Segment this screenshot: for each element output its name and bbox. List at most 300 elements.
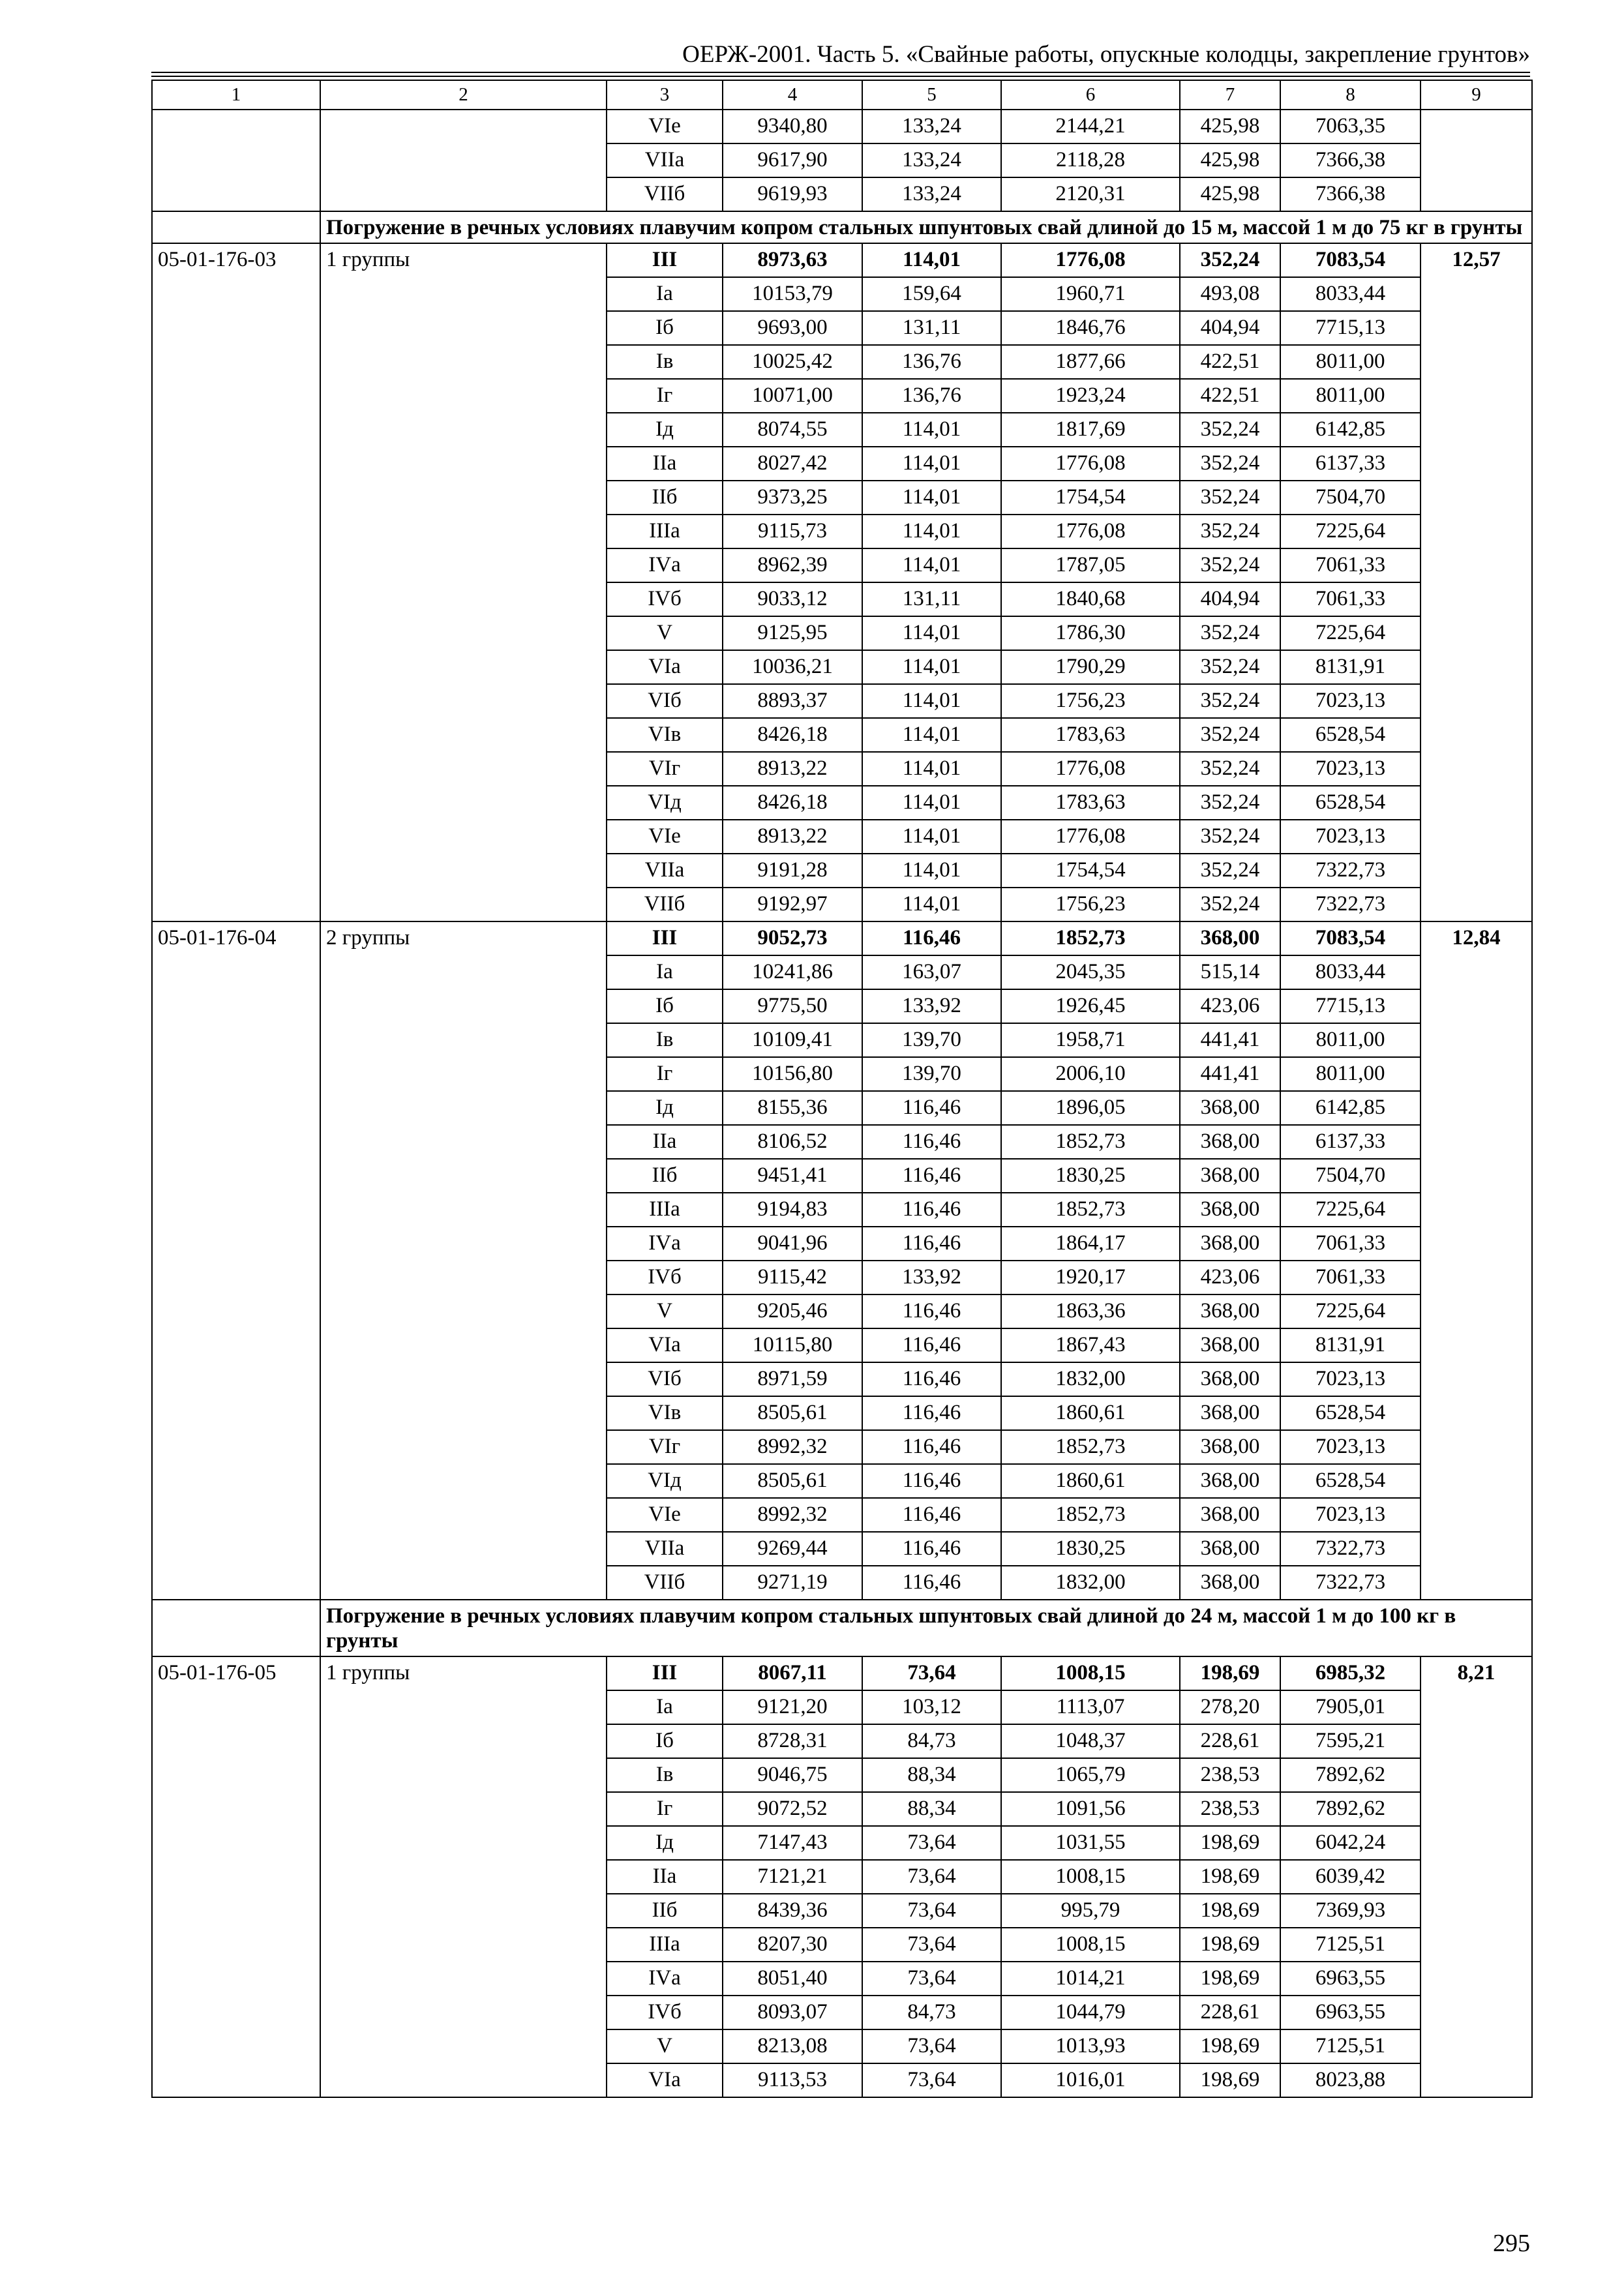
value-cell: VIб [607,684,723,718]
value-cell: 198,69 [1180,1962,1280,1996]
value-cell: 352,24 [1180,820,1280,854]
value-cell: 73,64 [862,1962,1001,1996]
value-cell: 8973,63 [723,243,862,277]
value-cell: 1863,36 [1001,1294,1180,1328]
value-cell: 1830,25 [1001,1159,1180,1193]
value-cell: IIа [607,1125,723,1159]
value-cell: VIIб [607,888,723,921]
value-cell: 1832,00 [1001,1362,1180,1396]
value-cell: IIIа [607,1193,723,1227]
value-cell: 6528,54 [1280,1396,1421,1430]
value-cell: Iд [607,1826,723,1860]
value-cell: 7322,73 [1280,888,1421,921]
column-number: 2 [320,80,607,110]
value-cell: 133,24 [862,177,1001,211]
item-description: 2 группы [320,921,607,1600]
value-cell: 6042,24 [1280,1826,1421,1860]
value-cell: 73,64 [862,2029,1001,2063]
value-cell: 133,92 [862,989,1001,1023]
value-cell: 1830,25 [1001,1532,1180,1566]
value-cell: 1860,61 [1001,1464,1180,1498]
value-cell: 6137,33 [1280,447,1421,481]
value-cell: 131,11 [862,582,1001,616]
value-cell: 133,92 [862,1261,1001,1294]
value-cell: 6039,42 [1280,1860,1421,1894]
value-cell: 114,01 [862,752,1001,786]
value-cell: 9115,42 [723,1261,862,1294]
value-cell: 2120,31 [1001,177,1180,211]
value-cell: 368,00 [1180,1294,1280,1328]
value-cell: VIд [607,1464,723,1498]
value-cell: 7369,93 [1280,1894,1421,1928]
value-cell: 116,46 [862,1566,1001,1600]
value-cell: 404,94 [1180,582,1280,616]
value-cell: 1776,08 [1001,820,1180,854]
description-cell [320,110,607,211]
value-cell: 7504,70 [1280,1159,1421,1193]
value-cell: 163,07 [862,955,1001,989]
value-cell: 6142,85 [1280,413,1421,447]
value-cell: 114,01 [862,481,1001,515]
value-cell: 8913,22 [723,752,862,786]
value-cell: 9041,96 [723,1227,862,1261]
value-cell: 10071,00 [723,379,862,413]
value-cell: 352,24 [1180,786,1280,820]
value-cell: 6963,55 [1280,1962,1421,1996]
value-cell: V [607,616,723,650]
column-number: 3 [607,80,723,110]
value-cell: 139,70 [862,1023,1001,1057]
total-cell [1421,110,1532,211]
value-cell: 1091,56 [1001,1792,1180,1826]
value-cell: 404,94 [1180,311,1280,345]
value-cell: 352,24 [1180,413,1280,447]
value-cell: 7023,13 [1280,1430,1421,1464]
value-cell: 9340,80 [723,110,862,143]
value-cell: 1817,69 [1001,413,1180,447]
value-cell: 7892,62 [1280,1758,1421,1792]
value-cell: 1864,17 [1001,1227,1180,1261]
value-cell: 228,61 [1180,1996,1280,2029]
value-cell: Iд [607,1091,723,1125]
value-cell: 368,00 [1180,1193,1280,1227]
value-cell: 7322,73 [1280,854,1421,888]
column-number: 7 [1180,80,1280,110]
value-cell: Iа [607,955,723,989]
page-number: 295 [1493,2230,1530,2257]
value-cell: 7225,64 [1280,515,1421,548]
value-cell: 159,64 [862,277,1001,311]
value-cell: 114,01 [862,888,1001,921]
value-cell: VIIб [607,1566,723,1600]
value-cell: 238,53 [1180,1792,1280,1826]
value-cell: 7061,33 [1280,1227,1421,1261]
value-cell: 9046,75 [723,1758,862,1792]
value-cell: 7715,13 [1280,989,1421,1023]
value-cell: 7063,35 [1280,110,1421,143]
value-cell: 8011,00 [1280,1057,1421,1091]
value-cell: 103,12 [862,1690,1001,1724]
value-cell: 1790,29 [1001,650,1180,684]
value-cell: 1776,08 [1001,752,1180,786]
value-cell: 198,69 [1180,1928,1280,1962]
value-cell: 8992,32 [723,1430,862,1464]
value-cell: 9775,50 [723,989,862,1023]
value-cell: 8155,36 [723,1091,862,1125]
value-cell: 8106,52 [723,1125,862,1159]
value-cell: 9115,73 [723,515,862,548]
value-cell: VIб [607,1362,723,1396]
value-cell: 7061,33 [1280,1261,1421,1294]
value-cell: 995,79 [1001,1894,1180,1928]
value-cell: 114,01 [862,684,1001,718]
item-total: 12,57 [1421,243,1532,921]
value-cell: 114,01 [862,243,1001,277]
value-cell: VIа [607,1328,723,1362]
value-cell: 368,00 [1180,1227,1280,1261]
value-cell: 1958,71 [1001,1023,1180,1057]
value-cell: 198,69 [1180,2029,1280,2063]
value-cell: 114,01 [862,650,1001,684]
value-cell: VIIб [607,177,723,211]
value-cell: 8962,39 [723,548,862,582]
value-cell: 116,46 [862,1396,1001,1430]
value-cell: 10109,41 [723,1023,862,1057]
value-cell: 1031,55 [1001,1826,1180,1860]
value-cell: 7225,64 [1280,1193,1421,1227]
value-cell: 133,24 [862,143,1001,177]
value-cell: 7061,33 [1280,582,1421,616]
value-cell: VIв [607,1396,723,1430]
value-cell: 10241,86 [723,955,862,989]
value-cell: 84,73 [862,1996,1001,2029]
value-cell: 515,14 [1180,955,1280,989]
value-cell: 116,46 [862,1498,1001,1532]
value-cell: 114,01 [862,718,1001,752]
value-cell: 9052,73 [723,921,862,955]
value-cell: 9191,28 [723,854,862,888]
value-cell: 8074,55 [723,413,862,447]
value-cell: 1852,73 [1001,1498,1180,1532]
price-table [151,80,1533,2098]
value-cell: 352,24 [1180,515,1280,548]
value-cell: IVб [607,1996,723,2029]
value-cell: 1008,15 [1001,1656,1180,1690]
value-cell: 368,00 [1180,1396,1280,1430]
section-title: Погружение в речных условиях плавучим копром стальных шпунтовых свай длиной до 15 м, массой 1 м до 75 кг в грунты [320,211,1532,243]
value-cell: 116,46 [862,1430,1001,1464]
item-code: 05-01-176-05 [152,1656,320,2097]
value-cell: VIг [607,752,723,786]
value-cell: 368,00 [1180,1328,1280,1362]
value-cell: 493,08 [1180,277,1280,311]
value-cell: 7595,21 [1280,1724,1421,1758]
value-cell: 114,01 [862,515,1001,548]
value-cell: III [607,243,723,277]
value-cell: 1860,61 [1001,1396,1180,1430]
value-cell: 9125,95 [723,616,862,650]
value-cell: 1065,79 [1001,1758,1180,1792]
section-spacer [152,211,320,243]
value-cell: 6137,33 [1280,1125,1421,1159]
value-cell: 198,69 [1180,2063,1280,2097]
value-cell: 6528,54 [1280,786,1421,820]
item-code: 05-01-176-03 [152,243,320,921]
value-cell: 6963,55 [1280,1996,1421,2029]
value-cell: Iб [607,311,723,345]
column-number: 1 [152,80,320,110]
value-cell: IIб [607,1159,723,1193]
value-cell: 73,64 [862,1894,1001,1928]
value-cell: 1877,66 [1001,345,1180,379]
value-cell: IIб [607,481,723,515]
value-cell: 1840,68 [1001,582,1180,616]
value-cell: 114,01 [862,820,1001,854]
value-cell: 352,24 [1180,888,1280,921]
value-cell: 8131,91 [1280,1328,1421,1362]
table-row [152,243,1532,277]
value-cell: IVб [607,582,723,616]
value-cell: 9619,93 [723,177,862,211]
value-cell: 88,34 [862,1792,1001,1826]
table-row [152,1656,1532,1690]
value-cell: 368,00 [1180,1091,1280,1125]
value-cell: 1786,30 [1001,616,1180,650]
value-cell: 352,24 [1180,616,1280,650]
value-cell: 8505,61 [723,1464,862,1498]
value-cell: 8033,44 [1280,955,1421,989]
value-cell: 352,24 [1180,752,1280,786]
value-cell: 84,73 [862,1724,1001,1758]
value-cell: 131,11 [862,311,1001,345]
value-cell: 116,46 [862,1227,1001,1261]
value-cell: IVа [607,548,723,582]
item-description: 1 группы [320,243,607,921]
value-cell: 139,70 [862,1057,1001,1091]
value-cell: VIIа [607,854,723,888]
value-cell: 114,01 [862,413,1001,447]
value-cell: Iб [607,989,723,1023]
value-cell: 73,64 [862,2063,1001,2097]
value-cell: 8207,30 [723,1928,862,1962]
value-cell: IIIа [607,1928,723,1962]
value-cell: 136,76 [862,345,1001,379]
value-cell: 1896,05 [1001,1091,1180,1125]
value-cell: 425,98 [1180,110,1280,143]
value-cell: 133,24 [862,110,1001,143]
value-cell: IVб [607,1261,723,1294]
value-cell: 88,34 [862,1758,1001,1792]
value-cell: 8426,18 [723,786,862,820]
value-cell: Iб [607,1724,723,1758]
value-cell: V [607,1294,723,1328]
value-cell: 238,53 [1180,1758,1280,1792]
value-cell: Iг [607,1792,723,1826]
value-cell: 116,46 [862,1464,1001,1498]
value-cell: 7225,64 [1280,616,1421,650]
value-cell: 8011,00 [1280,379,1421,413]
value-cell: VIв [607,718,723,752]
value-cell: IIIа [607,515,723,548]
value-cell: 73,64 [862,1928,1001,1962]
value-cell: 114,01 [862,447,1001,481]
section-row [152,211,1532,243]
value-cell: 8439,36 [723,1894,862,1928]
value-cell: 8011,00 [1280,1023,1421,1057]
code-cell [152,110,320,211]
value-cell: 8023,88 [1280,2063,1421,2097]
value-cell: 1756,23 [1001,888,1180,921]
value-cell: 352,24 [1180,718,1280,752]
value-cell: 73,64 [862,1656,1001,1690]
value-cell: 7147,43 [723,1826,862,1860]
value-cell: 7366,38 [1280,177,1421,211]
value-cell: IIб [607,1894,723,1928]
column-number: 6 [1001,80,1180,110]
value-cell: 1852,73 [1001,1430,1180,1464]
value-cell: 9121,20 [723,1690,862,1724]
value-cell: 9033,12 [723,582,862,616]
value-cell: 1008,15 [1001,1928,1180,1962]
value-cell: 2006,10 [1001,1057,1180,1091]
value-cell: VIа [607,2063,723,2097]
column-number-row [152,80,1532,110]
value-cell: 6985,32 [1280,1656,1421,1690]
value-cell: 368,00 [1180,1532,1280,1566]
value-cell: 8051,40 [723,1962,862,1996]
value-cell: VIа [607,650,723,684]
column-number: 5 [862,80,1001,110]
value-cell: 8426,18 [723,718,862,752]
value-cell: 7125,51 [1280,1928,1421,1962]
value-cell: 8131,91 [1280,650,1421,684]
item-total: 8,21 [1421,1656,1532,2097]
value-cell: IIа [607,447,723,481]
header-rule-2 [151,76,1530,77]
value-cell: 7121,21 [723,1860,862,1894]
value-cell: 9451,41 [723,1159,862,1193]
value-cell: 7125,51 [1280,2029,1421,2063]
value-cell: 116,46 [862,1328,1001,1362]
value-cell: 8027,42 [723,447,862,481]
value-cell: 198,69 [1180,1826,1280,1860]
value-cell: 1756,23 [1001,684,1180,718]
item-code: 05-01-176-04 [152,921,320,1600]
value-cell: 1852,73 [1001,1193,1180,1227]
value-cell: 1787,05 [1001,548,1180,582]
value-cell: 8033,44 [1280,277,1421,311]
value-cell: 114,01 [862,616,1001,650]
value-cell: 1113,07 [1001,1690,1180,1724]
value-cell: 7504,70 [1280,481,1421,515]
value-cell: 8913,22 [723,820,862,854]
value-cell: 116,46 [862,1294,1001,1328]
value-cell: 10153,79 [723,277,862,311]
value-cell: 352,24 [1180,650,1280,684]
value-cell: 1016,01 [1001,2063,1180,2097]
value-cell: 1852,73 [1001,921,1180,955]
value-cell: 368,00 [1180,1566,1280,1600]
value-cell: 2118,28 [1001,143,1180,177]
value-cell: Iа [607,1690,723,1724]
value-cell: Iв [607,1758,723,1792]
value-cell: 352,24 [1180,854,1280,888]
value-cell: VIе [607,820,723,854]
value-cell: 9113,53 [723,2063,862,2097]
value-cell: 1044,79 [1001,1996,1180,2029]
value-cell: 1783,63 [1001,718,1180,752]
value-cell: 1960,71 [1001,277,1180,311]
value-cell: 1926,45 [1001,989,1180,1023]
value-cell: 1867,43 [1001,1328,1180,1362]
value-cell: 2144,21 [1001,110,1180,143]
value-cell: 8067,11 [723,1656,862,1690]
value-cell: 8893,37 [723,684,862,718]
value-cell: 7023,13 [1280,820,1421,854]
value-cell: 8728,31 [723,1724,862,1758]
value-cell: Iд [607,413,723,447]
column-number: 4 [723,80,862,110]
value-cell: 368,00 [1180,1430,1280,1464]
value-cell: V [607,2029,723,2063]
value-cell: 7905,01 [1280,1690,1421,1724]
value-cell: VIIа [607,143,723,177]
value-cell: 10036,21 [723,650,862,684]
value-cell: 7023,13 [1280,1362,1421,1396]
value-cell: 352,24 [1180,447,1280,481]
value-cell: 368,00 [1180,1125,1280,1159]
value-cell: 10115,80 [723,1328,862,1362]
value-cell: 116,46 [862,1091,1001,1125]
value-cell: Iг [607,1057,723,1091]
value-cell: IVа [607,1227,723,1261]
value-cell: 1013,93 [1001,2029,1180,2063]
value-cell: 7023,13 [1280,684,1421,718]
table-row [152,110,1532,143]
value-cell: 9617,90 [723,143,862,177]
value-cell: IVа [607,1962,723,1996]
value-cell: 1008,15 [1001,1860,1180,1894]
value-cell: 9205,46 [723,1294,862,1328]
value-cell: 368,00 [1180,1498,1280,1532]
value-cell: 9269,44 [723,1532,862,1566]
value-cell: 7083,54 [1280,921,1421,955]
value-cell: 116,46 [862,1125,1001,1159]
value-cell: 1014,21 [1001,1962,1180,1996]
value-cell: 114,01 [862,786,1001,820]
value-cell: 73,64 [862,1826,1001,1860]
value-cell: 7061,33 [1280,548,1421,582]
value-cell: 422,51 [1180,345,1280,379]
value-cell: 1846,76 [1001,311,1180,345]
item-total: 12,84 [1421,921,1532,1600]
value-cell: 116,46 [862,1362,1001,1396]
value-cell: 9072,52 [723,1792,862,1826]
value-cell: III [607,1656,723,1690]
section-spacer [152,1600,320,1656]
value-cell: III [607,921,723,955]
value-cell: 7023,13 [1280,752,1421,786]
value-cell: 441,41 [1180,1057,1280,1091]
value-cell: 116,46 [862,1159,1001,1193]
value-cell: VIе [607,1498,723,1532]
value-cell: 136,76 [862,379,1001,413]
value-cell: 1852,73 [1001,1125,1180,1159]
value-cell: 7083,54 [1280,243,1421,277]
value-cell: 9271,19 [723,1566,862,1600]
value-cell: 368,00 [1180,1464,1280,1498]
value-cell: 9194,83 [723,1193,862,1227]
